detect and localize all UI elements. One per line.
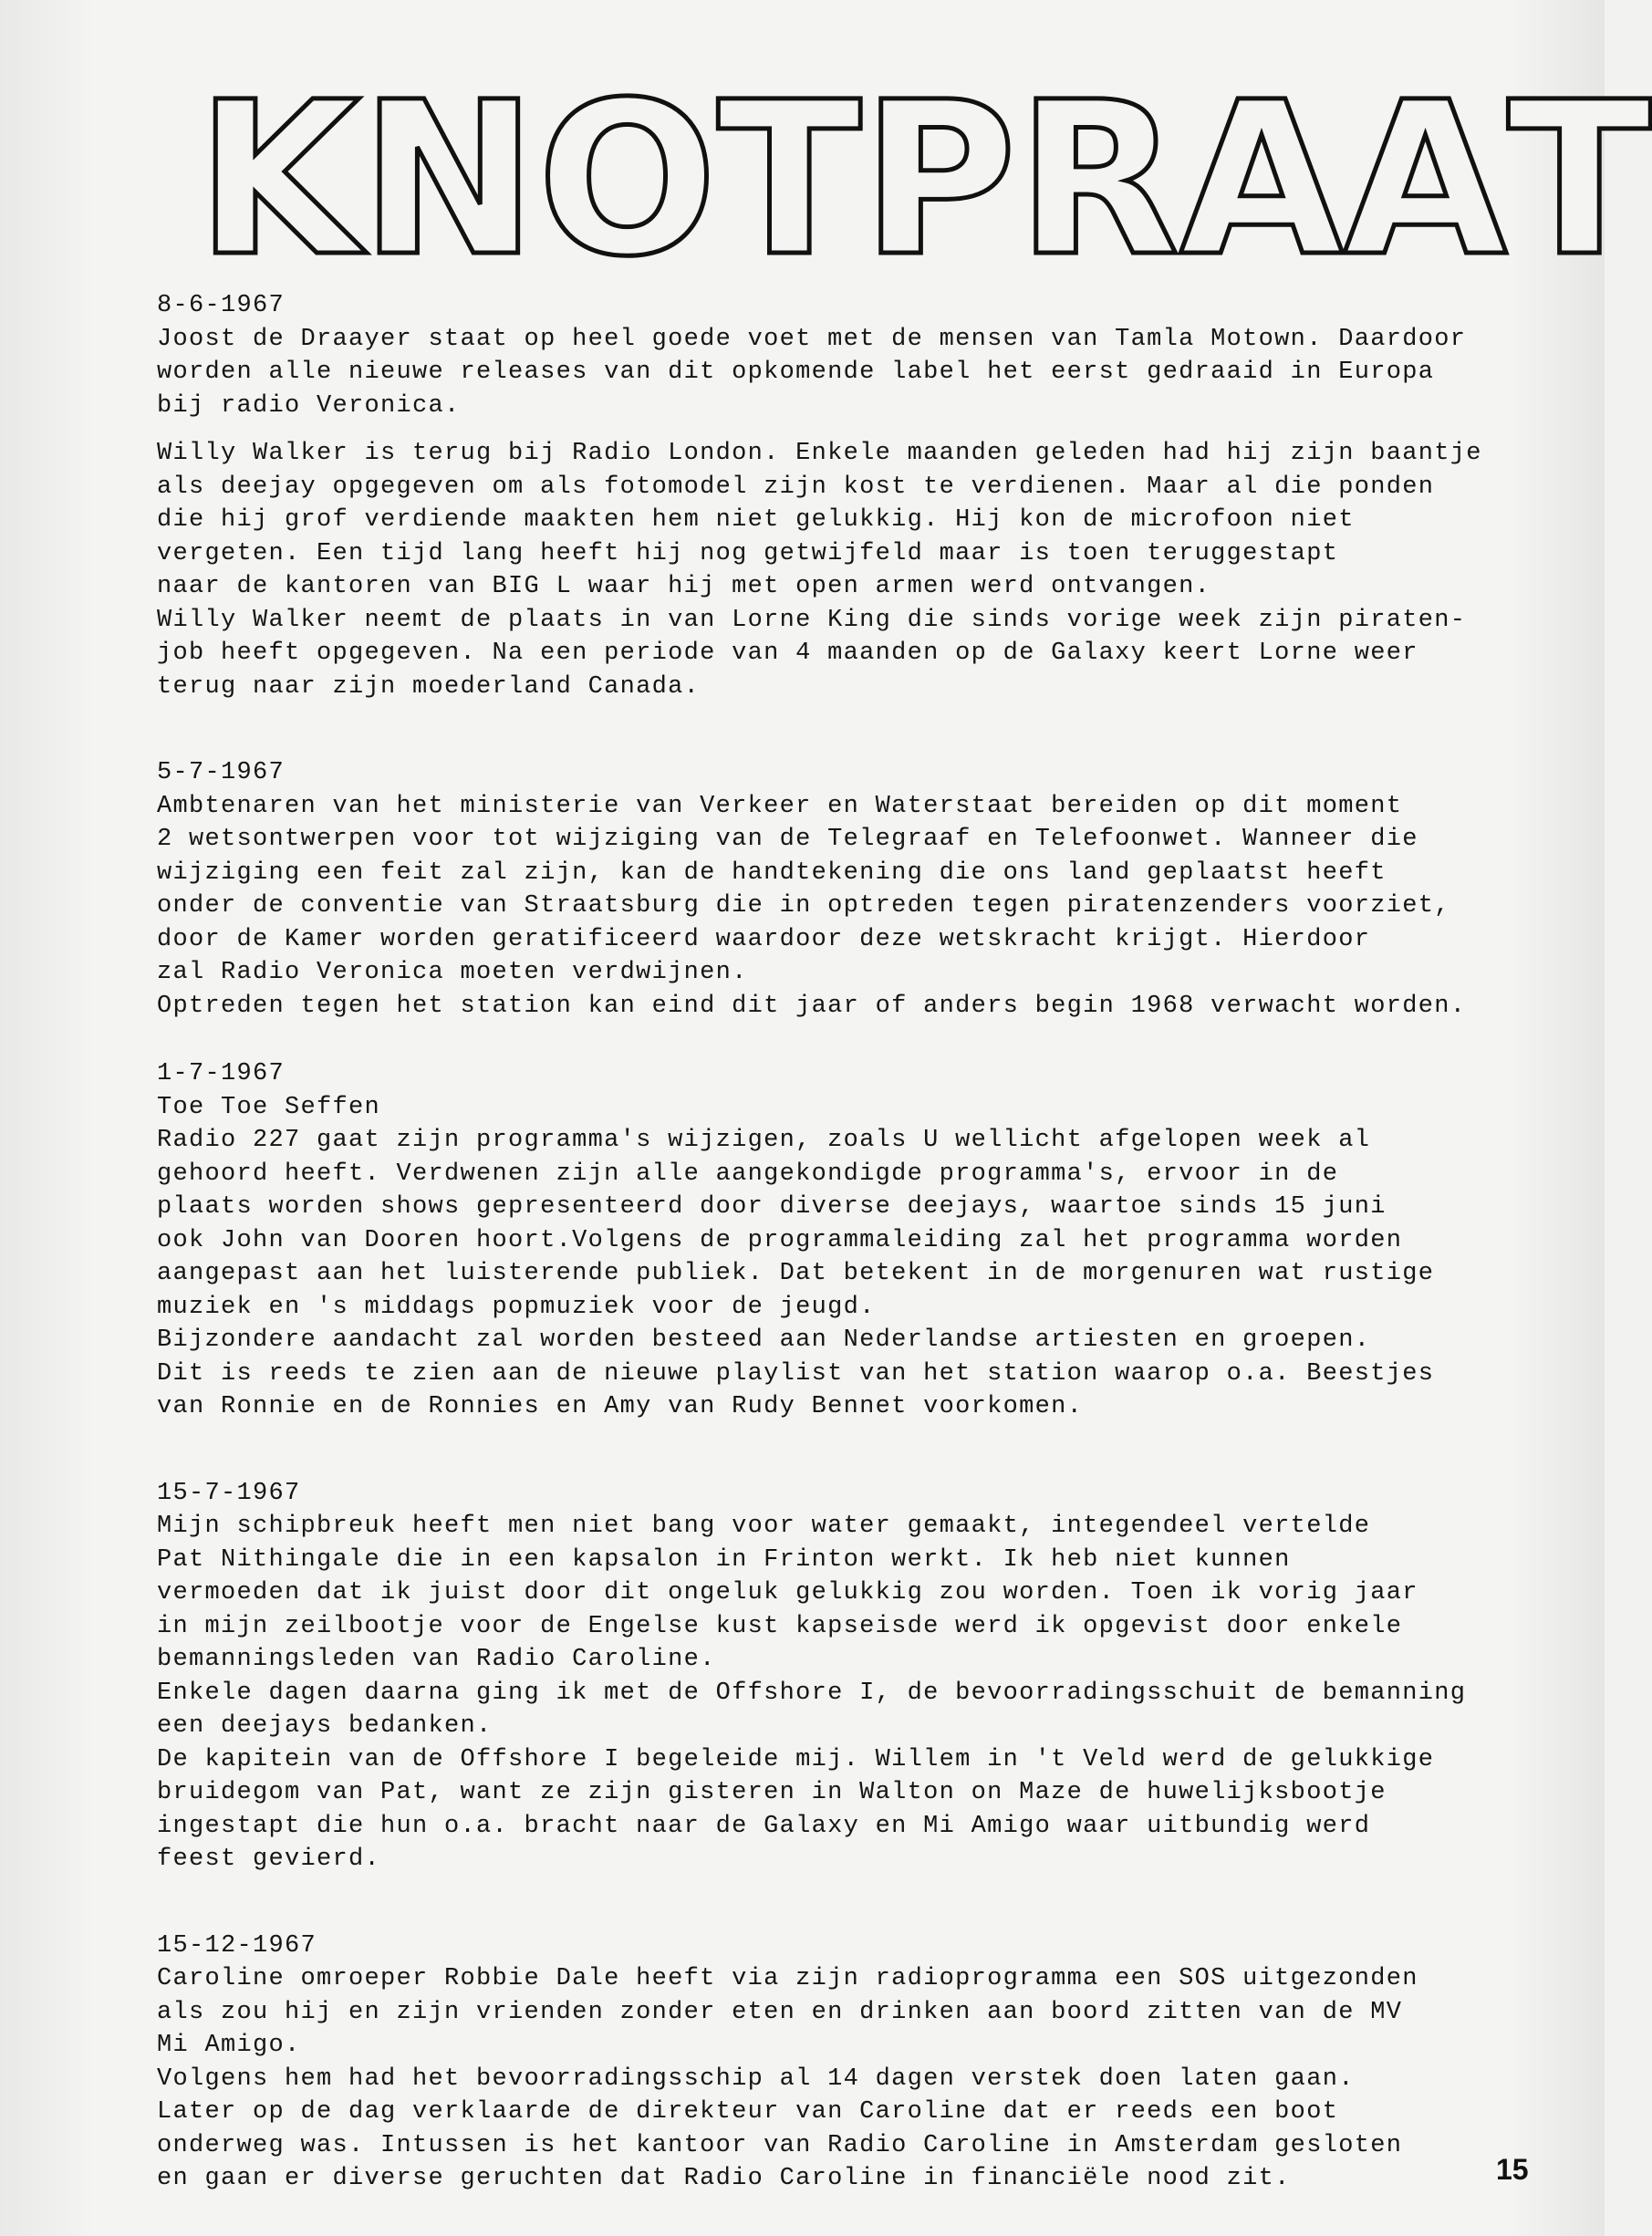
news-entry — [157, 756, 1516, 1023]
title-letter: T — [1507, 57, 1652, 303]
entry-paragraph: Ambtenaren van het ministerie van Verkeer en Waterstaat bereiden op dit moment 2 wetsontwerpen voor tot wijziging van de Telegraaf en Telefoonwet. Wanneer die wijziging een feit zal zijn, kan de handtekening die ons land geplaatst heeft onder de conventie van Straatsburg die in optreden tegen piratenzenders voorziet, door de Kamer worden geratificeerd waardoor deze wetskracht krijgt. Hierdoor zal Radio Veronica moeten verdwijnen. Optreden tegen het station kan eind dit jaar of anders begin 1968 verwacht worden. — [157, 792, 1467, 1020]
entry-paragraph: Willy Walker is terug bij Radio London. Enkele maanden geleden had hij zijn baantje als deejay opgegeven om als fotomodel zijn kost te verdienen. Maar al die ponden die hij grof verdiende maakten hem niet gelukkig. Hij kon de microfoon niet vergeten. Een tijd lang heeft hij nog getwijfeld maar is toen teruggestapt naar de kantoren van BIG L waar hij met open armen werd ontvangen. Willy Walker neemt de plaats in van Lorne King die sinds vorige week zijn piraten- job heeft opgegeven. Na een periode van 4 maanden op de Galaxy keert Lorne weer terug naar zijn moederland Canada. — [157, 440, 1482, 701]
entry-paragraph: Mijn schipbreuk heeft men niet bang voor water gemaakt, integendeel vertelde Pat Nithingale die in een kapsalon in Frinton werkt. Ik heb niet kunnen vermoeden dat ik juist door dit ongeluk gelukkig zou worden. Toen ik vorig jaar in mijn zeilbootje voor de Engelse kust kapseisde werd ik opgevist door enkele bemanningsleden van Radio Caroline. Enkele dagen daarna ging ik met de Offshore I, de bevoorradingsschuit de bemanning een deejays bedanken. De kapitein van de Offshore I begeleide mij. Willem in 't Veld werd de gelukkige bruidegom van Pat, want ze zijn gisteren in Walton on Maze de huwelijksbootje ingestapt die hun o.a. bracht naar de Galaxy en Mi Amigo waar uitbundig werd feest gevierd. — [157, 1513, 1467, 1873]
page-title — [196, 57, 1652, 303]
title-letter: K — [196, 57, 360, 303]
title-letter: T — [717, 57, 862, 303]
news-entry — [157, 1057, 1516, 1424]
title-letter: N — [359, 57, 537, 303]
news-entry — [157, 1929, 1516, 2196]
news-entry — [157, 1477, 1516, 1877]
entry-date: 15-12-1967 — [157, 1931, 317, 1960]
title-letter: A — [1343, 57, 1508, 303]
article-body — [157, 289, 1516, 2196]
title-letter: A — [1179, 57, 1344, 303]
title-letter: R — [1016, 57, 1180, 303]
entry-date: 8-6-1967 — [157, 292, 286, 319]
entry-paragraph: Caroline omroeper Robbie Dale heeft via zijn radioprogramma een SOS uitgezonden als zou hij en zijn vrienden zonder eten en drinken aan boord zitten van de MV Mi Amigo. Volgens hem had het bevoorradingsschip al 14 dagen verstek doen laten gaan. Later op de dag verklaarde de direkteur van Caroline dat er reeds een boot onderweg was. Intussen is het kantoor van Radio Caroline in Amsterdam gesloten en gaan er diverse geruchten dat Radio Caroline in financiële nood zit. — [157, 1965, 1418, 2192]
page-number: 15 — [1496, 2153, 1529, 2186]
entry-date: 15-7-1967 — [157, 1479, 301, 1507]
entry-paragraph: Toe Toe Seffen Radio 227 gaat zijn programma's wijzigen, zoals U wellicht afgelopen week al gehoord heeft. Verdwenen zijn alle aangekondigde programma's, ervoor in de plaats worden shows gepresenteerd door diverse deejays, waartoe sinds 15 juni ook John van Dooren hoort.Volgens de programmaleiding zal het programma worden aangepast aan het luisterende publiek. Dat betekent in de morgenuren wat rustige muziek en 's middags popmuziek voor de jeugd. Bijzondere aandacht zal worden besteed aan Nederlandse artiesten en groepen. Dit is reeds te zien aan de nieuwe playlist van het station waarop o.a. Beestjes van Ronnie en de Ronnies en Amy van Rudy Bennet voorkomen. — [157, 1093, 1435, 1420]
title-letter: O — [536, 57, 718, 303]
entry-date: 1-7-1967 — [157, 1060, 286, 1087]
entry-date: 5-7-1967 — [157, 759, 286, 786]
news-entry — [157, 289, 1516, 703]
title-letter: P — [861, 57, 1017, 303]
entry-paragraph: Joost de Draayer staat op heel goede voet met de mensen van Tamla Motown. Daardoor worden alle nieuwe releases van dit opkomende label het eerst gedraaid in Europa bij radio Veronica. — [157, 325, 1467, 420]
